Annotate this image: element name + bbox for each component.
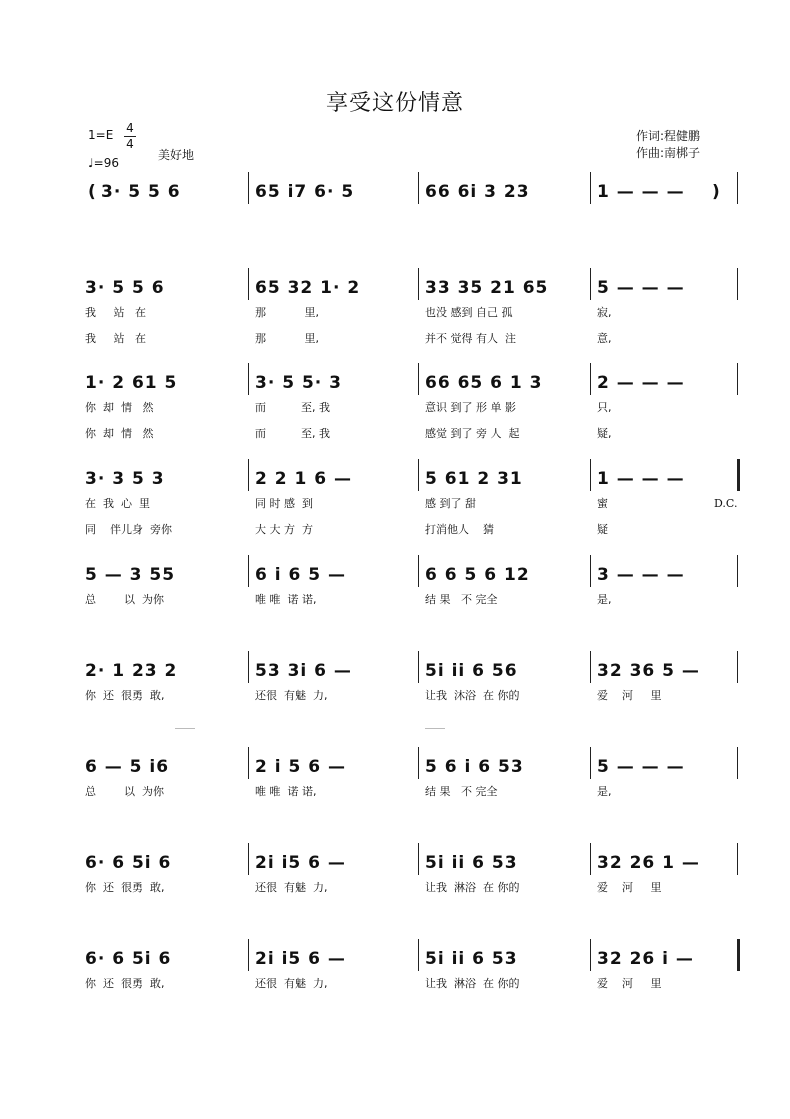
lyric-line-1: 寂, bbox=[597, 306, 612, 319]
score-row bbox=[0, 757, 790, 827]
score-row bbox=[0, 182, 790, 252]
lyric-line-1: 还很 有魅 力, bbox=[255, 977, 328, 990]
measure-notes: 6 — 5 i6 bbox=[85, 757, 170, 777]
barline bbox=[737, 363, 738, 395]
barline bbox=[248, 459, 249, 491]
barline bbox=[590, 747, 591, 779]
composer: 作曲:南梆子 bbox=[636, 146, 701, 160]
barline bbox=[248, 939, 249, 971]
measure-notes: 2 2 1 6 — bbox=[255, 469, 352, 489]
lyric-line-1: 你 还 很勇 敢, bbox=[85, 977, 165, 990]
lyric-line-1: 唯 唯 诺 诺, bbox=[255, 593, 317, 606]
measure-notes: 5i ii 6 53 bbox=[425, 853, 518, 873]
barline bbox=[418, 555, 419, 587]
score-row bbox=[0, 565, 790, 635]
lyric-line-1: 唯 唯 诺 诺, bbox=[255, 785, 317, 798]
measure-notes: 65 32 1· 2 bbox=[255, 278, 361, 298]
lyric-line-1: 蜜 bbox=[597, 497, 608, 510]
lyric-line-1: 让我 淋浴 在 你的 bbox=[425, 881, 520, 894]
lyric-line-1: 在 我 心 里 bbox=[85, 497, 150, 510]
measure-notes: 66 6i 3 23 bbox=[425, 182, 530, 202]
lyric-line-1: 结 果 不 完全 bbox=[425, 785, 498, 798]
barline bbox=[248, 268, 249, 300]
barline bbox=[248, 651, 249, 683]
time-sig-top: 4 bbox=[126, 121, 134, 135]
measure-notes: 5 — — — bbox=[597, 757, 685, 777]
barline bbox=[590, 651, 591, 683]
barline bbox=[418, 459, 419, 491]
lyric-line-1: 你 却 情 然 bbox=[85, 401, 154, 414]
score-row bbox=[0, 469, 790, 539]
lyric-line-1: 总 以 为你 bbox=[85, 785, 164, 798]
lyric-line-2: 感觉 到了 旁 人 起 bbox=[425, 427, 520, 440]
barline bbox=[590, 459, 591, 491]
measure-notes: 3· 5 5· 3 bbox=[255, 373, 342, 393]
lyric-line-1: 你 还 很勇 敢, bbox=[85, 689, 165, 702]
lyric-line-1: 感 到了 甜 bbox=[425, 497, 476, 510]
barline bbox=[590, 172, 591, 204]
lyric-line-1: 爱 河 里 bbox=[597, 881, 662, 894]
measure-notes: 2 — — — bbox=[597, 373, 685, 393]
lyric-line-2: 意, bbox=[597, 332, 612, 345]
lyric-line-1: 爱 河 里 bbox=[597, 689, 662, 702]
barline bbox=[737, 459, 740, 491]
measure-notes: 1 — — — bbox=[597, 182, 685, 202]
lyric-line-2: 那 里, bbox=[255, 332, 319, 345]
measure-notes: 32 26 i — bbox=[597, 949, 694, 969]
measure-notes: 2 i 5 6 — bbox=[255, 757, 346, 777]
lyric-line-1: 同 时 感 到 bbox=[255, 497, 313, 510]
lyric-line-2: 大 大 方 方 bbox=[255, 523, 313, 536]
barline bbox=[737, 651, 738, 683]
barline bbox=[248, 747, 249, 779]
lyricist: 作词:程健鹏 bbox=[636, 129, 701, 143]
lyric-line-1: 意识 到了 形 单 影 bbox=[425, 401, 516, 414]
barline bbox=[590, 268, 591, 300]
measure-notes: 5 61 2 31 bbox=[425, 469, 523, 489]
lyric-line-1: 还很 有魅 力, bbox=[255, 881, 328, 894]
lyric-line-1: 只, bbox=[597, 401, 612, 414]
lyric-line-2: 我 站 在 bbox=[85, 332, 146, 345]
song-title: 享受这份情意 bbox=[325, 91, 464, 116]
score-row bbox=[0, 373, 790, 443]
measure-notes: 6 6 5 6 12 bbox=[425, 565, 530, 585]
divider-dash bbox=[425, 728, 445, 729]
divider-dash bbox=[175, 728, 195, 729]
measure-notes: 1· 2 61 5 bbox=[85, 373, 178, 393]
measure-notes: 3 — — — bbox=[597, 565, 685, 585]
score-row bbox=[0, 853, 790, 923]
barline bbox=[418, 363, 419, 395]
time-signature bbox=[124, 121, 136, 152]
lyric-line-1: 让我 淋浴 在 你的 bbox=[425, 977, 520, 990]
barline bbox=[418, 939, 419, 971]
measure-notes: 3· 5 5 6 bbox=[101, 182, 181, 202]
barline bbox=[418, 651, 419, 683]
credits bbox=[636, 128, 700, 162]
lyric-line-1: 是, bbox=[597, 593, 612, 606]
lyric-line-2: 疑 bbox=[597, 523, 608, 536]
score-row bbox=[0, 661, 790, 731]
measure-notes: 5 — — — bbox=[597, 278, 685, 298]
lyric-line-2: 你 却 情 然 bbox=[85, 427, 154, 440]
measure-notes: 65 i7 6· 5 bbox=[255, 182, 355, 202]
measure-notes: 6 i 6 5 — bbox=[255, 565, 346, 585]
barline bbox=[737, 747, 738, 779]
time-sig-bottom: 4 bbox=[124, 136, 136, 152]
measure-notes: 66 65 6 1 3 bbox=[425, 373, 543, 393]
lyric-line-1: 总 以 为你 bbox=[85, 593, 164, 606]
lyric-line-2: 而 至, 我 bbox=[255, 427, 330, 440]
barline bbox=[418, 843, 419, 875]
barline bbox=[737, 172, 738, 204]
lyric-line-2: 疑, bbox=[597, 427, 612, 440]
barline bbox=[590, 843, 591, 875]
barline bbox=[737, 268, 738, 300]
lyric-line-1: 我 站 在 bbox=[85, 306, 146, 319]
measure-notes: 6· 6 5i 6 bbox=[85, 853, 172, 873]
barline bbox=[737, 939, 740, 971]
score-row bbox=[0, 949, 790, 1019]
measure-notes: 6· 6 5i 6 bbox=[85, 949, 172, 969]
da-capo-mark: D.C. bbox=[714, 497, 738, 510]
measure-notes: 32 26 1 — bbox=[597, 853, 700, 873]
lyric-line-1: 还很 有魅 力, bbox=[255, 689, 328, 702]
barline bbox=[737, 843, 738, 875]
lyric-line-1: 那 里, bbox=[255, 306, 319, 319]
tempo-marking: ♩=96 bbox=[88, 156, 119, 170]
barline bbox=[737, 555, 738, 587]
key-signature: 1=E bbox=[88, 128, 114, 142]
lyric-line-1: 也没 感到 自己 孤 bbox=[425, 306, 513, 319]
barline bbox=[590, 555, 591, 587]
measure-notes: 33 35 21 65 bbox=[425, 278, 549, 298]
measure-notes: 32 36 5 — bbox=[597, 661, 700, 681]
mood-marking: 美好地 bbox=[158, 148, 195, 162]
lyric-line-1: 爱 河 里 bbox=[597, 977, 662, 990]
lyric-line-1: 你 还 很勇 敢, bbox=[85, 881, 165, 894]
measure-notes: 2· 1 23 2 bbox=[85, 661, 178, 681]
barline bbox=[418, 172, 419, 204]
barline bbox=[590, 939, 591, 971]
barline bbox=[248, 555, 249, 587]
barline bbox=[418, 268, 419, 300]
lyric-line-1: 让我 沐浴 在 你的 bbox=[425, 689, 520, 702]
measure-notes: 1 — — — bbox=[597, 469, 685, 489]
measure-notes: 2i i5 6 — bbox=[255, 853, 346, 873]
measure-notes: 3· 5 5 6 bbox=[85, 278, 165, 298]
measure-notes: 5i ii 6 53 bbox=[425, 949, 518, 969]
barline bbox=[248, 363, 249, 395]
measure-notes: 5 — 3 55 bbox=[85, 565, 176, 585]
barline bbox=[248, 172, 249, 204]
measure-notes: 2i i5 6 — bbox=[255, 949, 346, 969]
lyric-line-1: 结 果 不 完全 bbox=[425, 593, 498, 606]
measure-notes: 53 3i 6 — bbox=[255, 661, 352, 681]
lyric-line-2: 打消他人 猜 bbox=[425, 523, 494, 536]
lyric-line-1: 是, bbox=[597, 785, 612, 798]
measure-notes: 3· 3 5 3 bbox=[85, 469, 165, 489]
lyric-line-2: 同 伴儿身 旁你 bbox=[85, 523, 172, 536]
measure-notes: 5 6 i 6 53 bbox=[425, 757, 524, 777]
barline bbox=[248, 843, 249, 875]
score-row bbox=[0, 278, 790, 348]
intro-open-paren: ( bbox=[88, 182, 96, 202]
measure-notes: 5i ii 6 56 bbox=[425, 661, 518, 681]
intro-close-paren: ) bbox=[712, 182, 720, 202]
barline bbox=[590, 363, 591, 395]
barline bbox=[418, 747, 419, 779]
lyric-line-2: 并不 觉得 有人 注 bbox=[425, 332, 516, 345]
lyric-line-1: 而 至, 我 bbox=[255, 401, 330, 414]
